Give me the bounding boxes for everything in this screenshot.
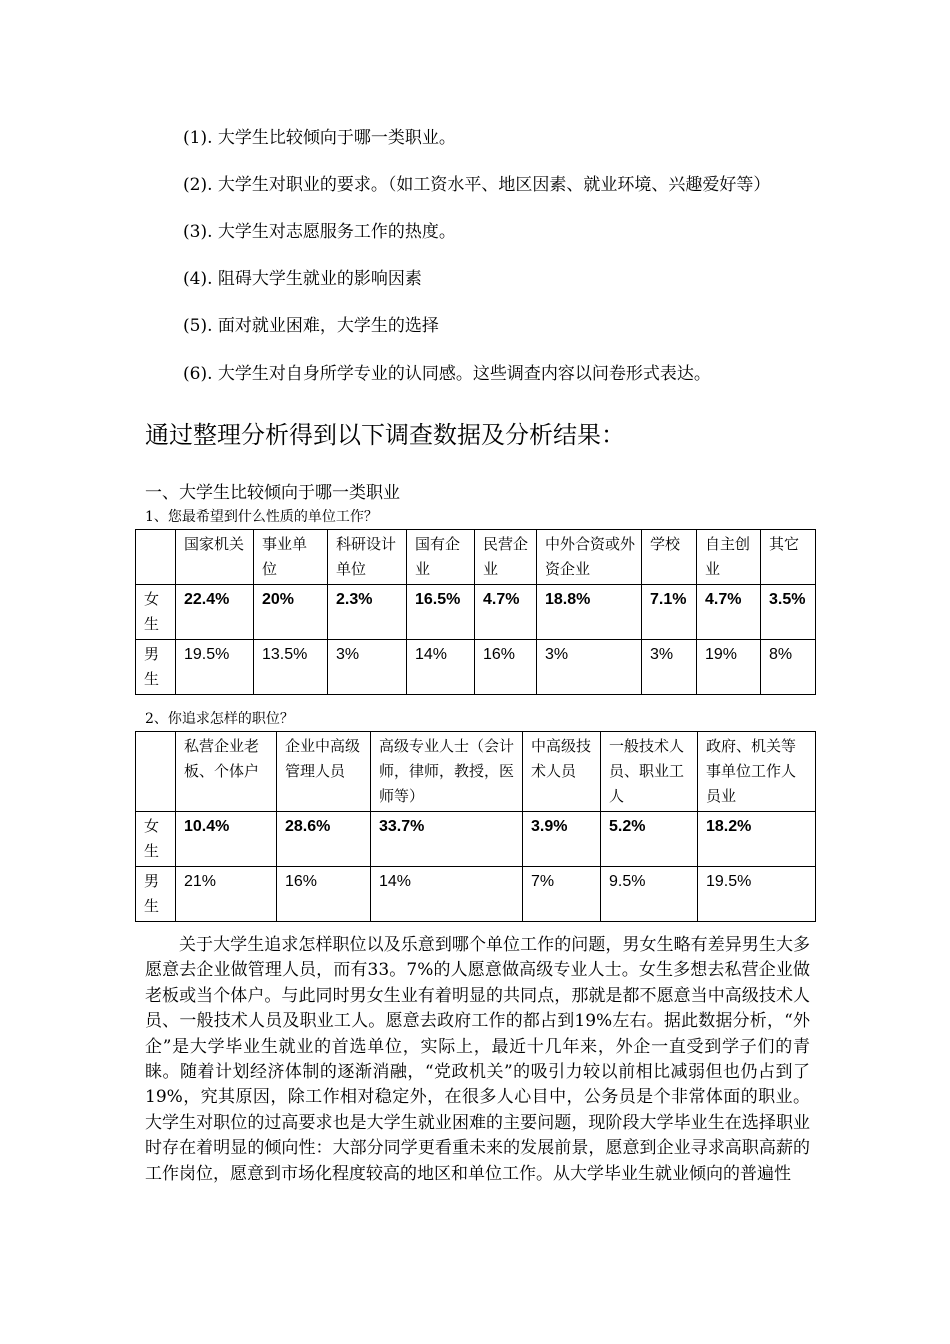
header-cell: 政府、机关等事单位工作人员业 <box>698 732 816 812</box>
table-row-male <box>136 867 816 922</box>
table-cell: 7% <box>523 867 601 922</box>
survey-item-2: (2). 大学生对职业的要求。（如工资水平、地区因素、就业环境、兴趣爱好等） <box>183 175 771 195</box>
position-preference-table <box>135 731 816 922</box>
table-cell: 18.2% <box>698 812 816 867</box>
table-cell: 14% <box>407 640 475 695</box>
header-cell: 自主创业 <box>697 530 761 585</box>
header-cell: 中外合资或外资企业 <box>537 530 642 585</box>
question-1-title: 1、您最希望到什么性质的单位工作？ <box>145 509 378 525</box>
table-cell: 28.6% <box>277 812 371 867</box>
survey-item-1: (1). 大学生比较倾向于哪一类职业。 <box>183 128 456 148</box>
table-row-female <box>136 812 816 867</box>
header-cell: 一般技术人员、职业工人 <box>601 732 698 812</box>
header-cell: 私营企业老板、个体户 <box>176 732 277 812</box>
header-cell: 科研设计单位 <box>328 530 407 585</box>
table-header-row <box>136 530 816 585</box>
table-cell: 16% <box>277 867 371 922</box>
header-cell: 学校 <box>642 530 697 585</box>
table-row-male <box>136 640 816 695</box>
table-cell: 5.2% <box>601 812 698 867</box>
table-cell: 3.9% <box>523 812 601 867</box>
row-label: 女生 <box>136 585 176 640</box>
table-cell: 4.7% <box>697 585 761 640</box>
survey-item-5: (5). 面对就业困难，大学生的选择 <box>183 316 439 336</box>
table-cell: 3.5% <box>761 585 816 640</box>
table-cell: 16% <box>475 640 537 695</box>
survey-item-6: (6). 大学生对自身所学专业的认同感。这些调查内容以问卷形式表达。 <box>183 364 711 384</box>
row-label: 女生 <box>136 812 176 867</box>
table-cell: 33.7% <box>371 812 523 867</box>
row-label: 男生 <box>136 640 176 695</box>
table-cell: 10.4% <box>176 812 277 867</box>
table-cell: 19.5% <box>176 640 254 695</box>
table-cell: 3% <box>537 640 642 695</box>
table-cell: 22.4% <box>176 585 254 640</box>
header-cell: 国家机关 <box>176 530 254 585</box>
header-cell: 民营企业 <box>475 530 537 585</box>
table-header-row <box>136 732 816 812</box>
header-cell <box>136 732 176 812</box>
table-cell: 18.8% <box>537 585 642 640</box>
table-cell: 14% <box>371 867 523 922</box>
table-cell: 19.5% <box>698 867 816 922</box>
survey-item-3: (3). 大学生对志愿服务工作的热度。 <box>183 222 456 242</box>
analysis-text: 关于大学生追求怎样职位以及乐意到哪个单位工作的问题，男女生略有差异男生大多愿意去企业做管理人员，而有33。7%的人愿意做高级专业人士。女生多想去私营企业做老板或当个体户。与此同时男女生业有着明显的共同点，那就是都不愿意当中高级技术人员、一般技术人员及职业工人。愿意去政府工作的都占到19%左右。据此数据分析，“外企”是大学毕业生就业的首选单位，实际上，最近十几年来，外企一直受到学子们的青睐。随着计划经济体制的逐渐消融，“党政机关”的吸引力较以前相比减弱但也仍占到了19%，究其原因，除工作相对稳定外，在很多人心目中，公务员是个非常体面的职业。大学生对职位的过高要求也是大学生就业困难的主要问题，现阶段大学毕业生在选择职业时存在着明显的倾向性：大部分同学更看重未来的发展前景，愿意到企业寻求高职高薪的工作岗位，愿意到市场化程度较高的地区和单位工作。从大学毕业生就业倾向的普遍性 <box>145 935 810 1184</box>
table-cell: 20% <box>254 585 328 640</box>
section-1-title: 一、大学生比较倾向于哪一类职业 <box>145 483 400 503</box>
header-cell: 高级专业人士（会计师，律师，教授，医师等） <box>371 732 523 812</box>
table-cell: 9.5% <box>601 867 698 922</box>
table-cell: 8% <box>761 640 816 695</box>
question-2-title: 2、你追求怎样的职位？ <box>145 711 294 727</box>
header-cell: 中高级技术人员 <box>523 732 601 812</box>
row-label: 男生 <box>136 867 176 922</box>
header-cell: 国有企业 <box>407 530 475 585</box>
table-cell: 3% <box>328 640 407 695</box>
header-cell: 企业中高级管理人员 <box>277 732 371 812</box>
table-cell: 19% <box>697 640 761 695</box>
table-cell: 3% <box>642 640 697 695</box>
header-cell: 其它 <box>761 530 816 585</box>
header-cell <box>136 530 176 585</box>
workplace-preference-table <box>135 529 816 695</box>
table-cell: 13.5% <box>254 640 328 695</box>
table-cell: 21% <box>176 867 277 922</box>
table-cell: 2.3% <box>328 585 407 640</box>
table-cell: 16.5% <box>407 585 475 640</box>
table-row-female <box>136 585 816 640</box>
analysis-paragraph <box>145 933 810 1187</box>
table-cell: 7.1% <box>642 585 697 640</box>
section-heading: 通过整理分析得到以下调查数据及分析结果： <box>145 421 625 449</box>
survey-item-4: (4). 阻碍大学生就业的影响因素 <box>183 269 422 289</box>
table-cell: 4.7% <box>475 585 537 640</box>
header-cell: 事业单位 <box>254 530 328 585</box>
